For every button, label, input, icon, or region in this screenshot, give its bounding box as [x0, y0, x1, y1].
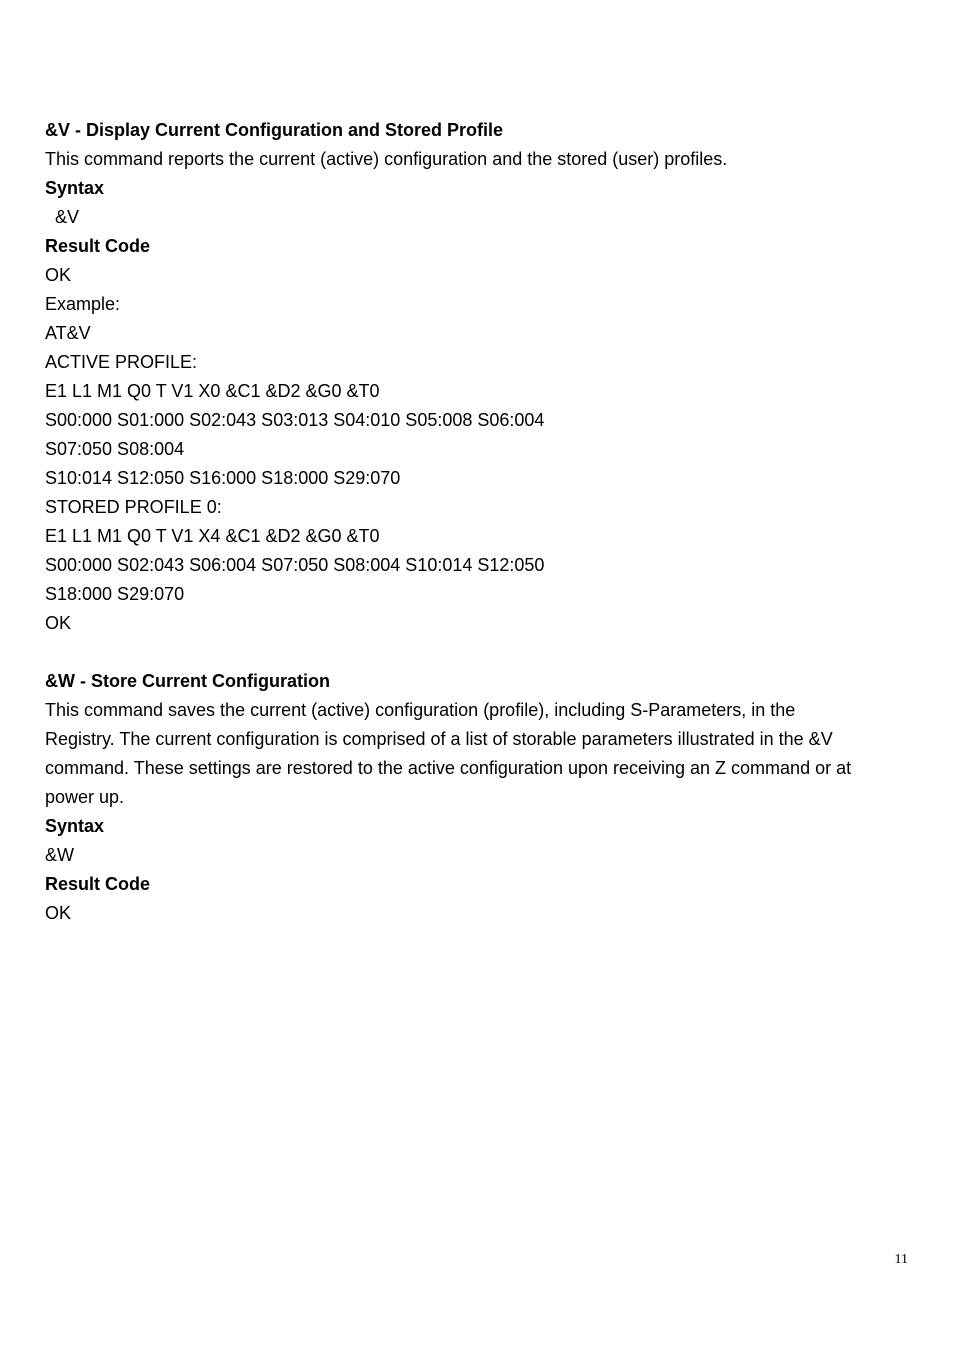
section-w	[45, 667, 915, 928]
example-line: S10:014 S12:050 S16:000 S18:000 S29:070	[45, 468, 401, 488]
section-v-heading: &V - Display Current Configuration and Stored Profile	[45, 120, 504, 140]
section-v	[45, 116, 915, 638]
example-line: S07:050 S08:004	[45, 439, 185, 459]
page-number: 11	[894, 1252, 908, 1267]
section-spacer	[45, 638, 915, 667]
section-w-description-line: Registry. The current configuration is comprised of a list of storable parameters illustrated in the &V	[45, 729, 833, 749]
example-line: E1 L1 M1 Q0 T V1 X4 &C1 &D2 &G0 &T0	[45, 526, 380, 546]
example-line: E1 L1 M1 Q0 T V1 X0 &C1 &D2 &G0 &T0	[45, 381, 380, 401]
section-v-example-label: Example:	[45, 294, 121, 314]
document-body	[45, 116, 915, 928]
section-v-syntax-label: Syntax	[45, 178, 105, 198]
section-v-result-label: Result Code	[45, 236, 151, 256]
section-w-description-line: power up.	[45, 787, 125, 807]
section-v-result-value: OK	[45, 265, 72, 285]
section-v-example-block	[45, 319, 915, 638]
section-w-description-line: command. These settings are restored to the active configuration upon receiving an Z command or at	[45, 758, 852, 778]
example-line: AT&V	[45, 323, 91, 343]
example-line: STORED PROFILE 0:	[45, 497, 222, 517]
example-line: OK	[45, 613, 72, 633]
section-w-syntax-label: Syntax	[45, 816, 105, 836]
example-line: S18:000 S29:070	[45, 584, 185, 604]
example-line: S00:000 S01:000 S02:043 S03:013 S04:010 S05:008 S06:004	[45, 410, 545, 430]
section-v-syntax-value: &V	[55, 207, 80, 227]
section-v-description: This command reports the current (active) configuration and the stored (user) profiles.	[45, 149, 728, 169]
example-line: S00:000 S02:043 S06:004 S07:050 S08:004 S10:014 S12:050	[45, 555, 545, 575]
section-w-result-label: Result Code	[45, 874, 151, 894]
section-w-syntax-value: &W	[45, 845, 74, 865]
section-w-description-line: This command saves the current (active) configuration (profile), including S-Parameters, in the	[45, 700, 796, 720]
example-line: ACTIVE PROFILE:	[45, 352, 198, 372]
section-w-heading: &W - Store Current Configuration	[45, 671, 330, 691]
section-w-result-value: OK	[45, 903, 72, 923]
